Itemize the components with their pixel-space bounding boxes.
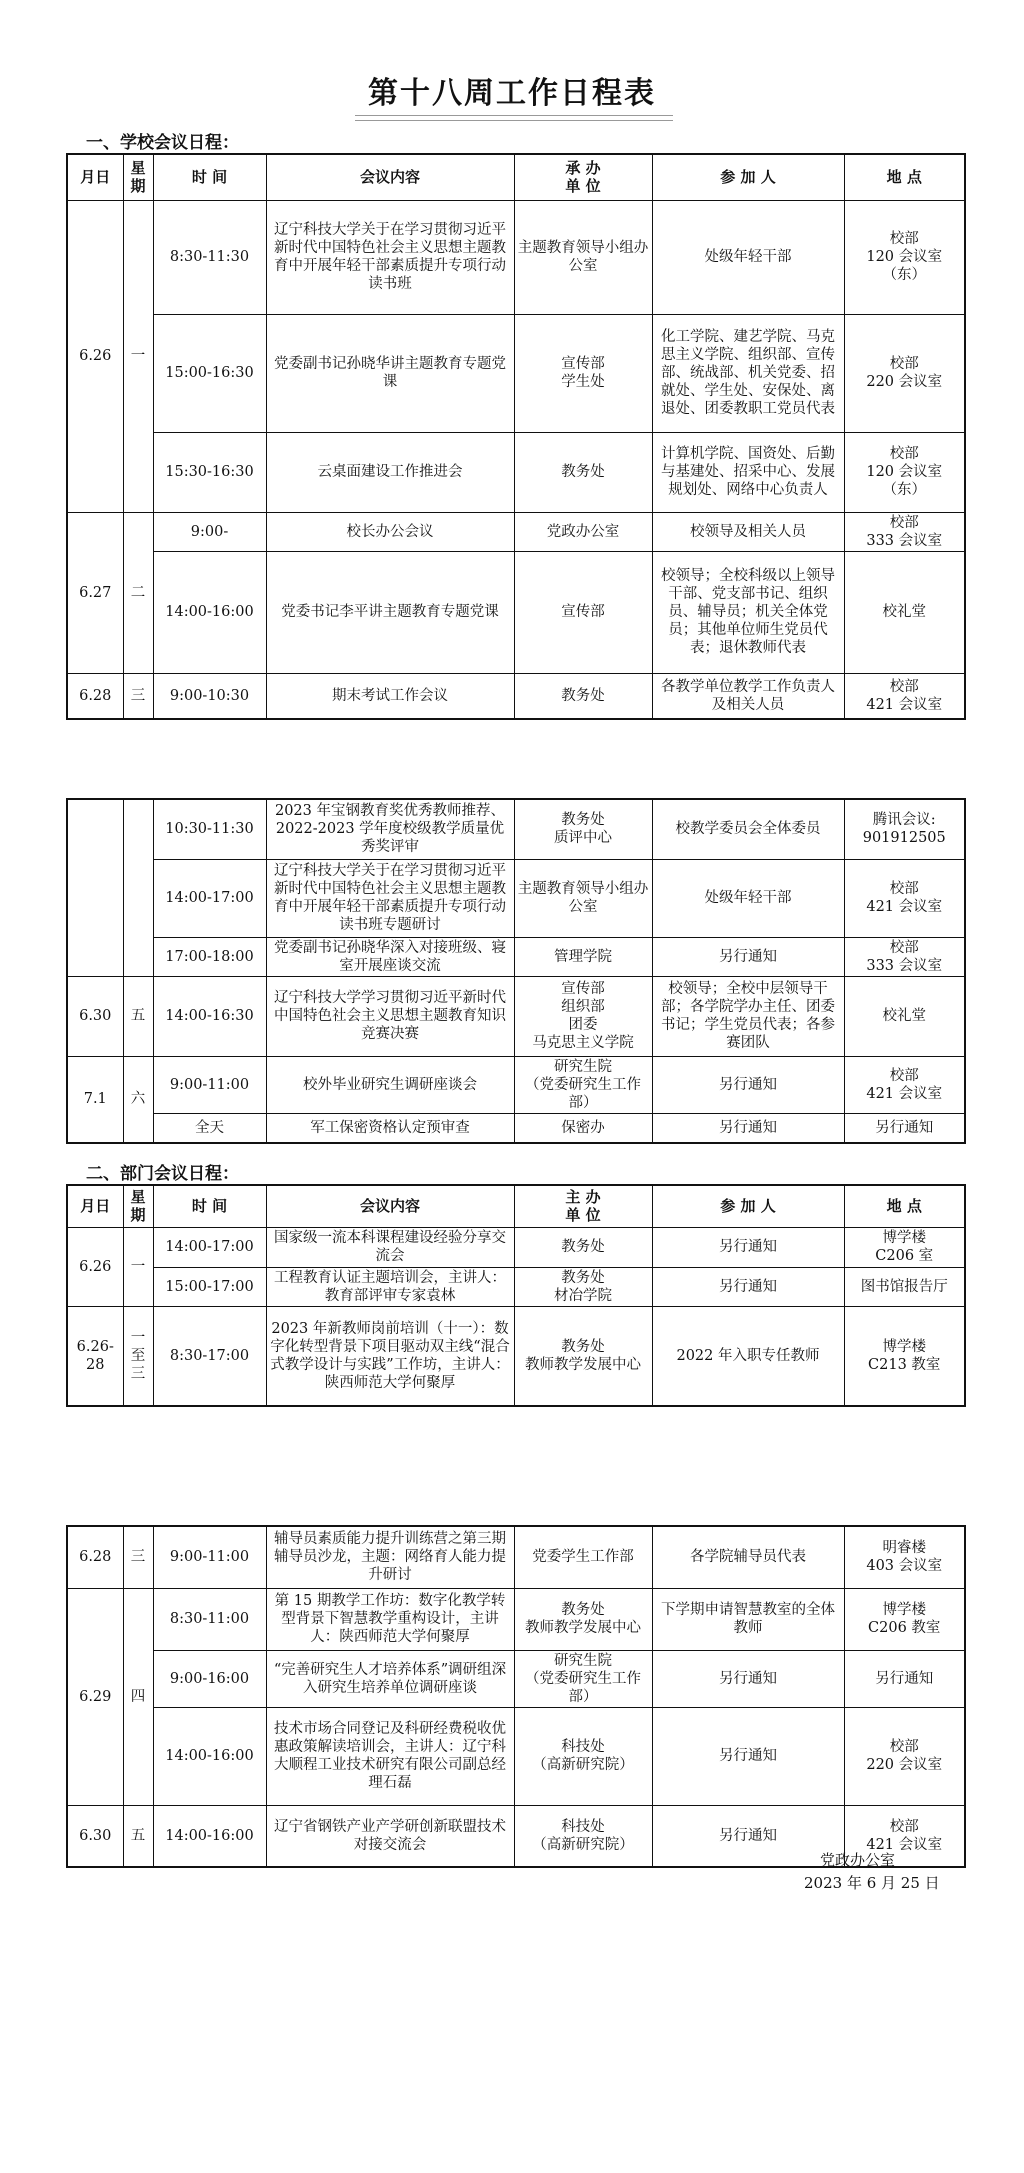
- place-cell: 校部 220 会议室: [844, 1707, 965, 1805]
- org-cell: 党委学生工作部: [514, 1526, 652, 1588]
- attendees-cell: 校领导；全校科级以上领导干部、党支部书记、组织员、辅导员；机关全体党员；其他单位师生党员代表；退休教师代表: [652, 551, 844, 673]
- attendees-cell: 处级年轻干部: [652, 859, 844, 937]
- time-cell: 14:00-16:00: [153, 1707, 266, 1805]
- place-cell: 另行通知: [844, 1650, 965, 1707]
- org-cell: 科技处 （高新研究院）: [514, 1805, 652, 1867]
- attendees-cell: 另行通知: [652, 937, 844, 976]
- header-attendees: 参 加 人: [652, 154, 844, 200]
- content-cell: 党委副书记孙晓华讲主题教育专题党课: [266, 314, 514, 432]
- weekday-cell: 四: [123, 1588, 153, 1805]
- attendees-cell: 化工学院、建艺学院、马克思主义学院、组织部、宣传部、统战部、机关党委、招就处、学生处、安保处、离退处、团委教职工党员代表: [652, 314, 844, 432]
- content-cell: 第 15 期教学工作坊：数字化教学转型背景下智慧教学重构设计，主讲人：陕西师范大学何聚厚: [266, 1588, 514, 1650]
- dept-meeting-table: [66, 1184, 966, 1407]
- place-cell: 博学楼 C206 室: [844, 1227, 965, 1267]
- org-cell: 主题教育领导小组办公室: [514, 200, 652, 314]
- attendees-cell: 校领导；全校中层领导干部；各学院学办主任、团委书记；学生党员代表；各参赛团队: [652, 976, 844, 1056]
- content-cell: 工程教育认证主题培训会，主讲人：教育部评审专家袁林: [266, 1267, 514, 1306]
- content-cell: 技术市场合同登记及科研经费税收优惠政策解读培训会，主讲人：辽宁科大顺程工业技术研究有限公司副总经理石磊: [266, 1707, 514, 1805]
- header-org: 承 办 单 位: [514, 154, 652, 200]
- time-cell: 14:00-16:00: [153, 551, 266, 673]
- weekday-cell: 一: [123, 200, 153, 512]
- table-row: [67, 1707, 965, 1805]
- org-cell: 研究生院 （党委研究生工作部）: [514, 1650, 652, 1707]
- place-cell: 校礼堂: [844, 976, 965, 1056]
- date-cell: 6.30: [67, 976, 123, 1056]
- footer-office: 党政办公室: [820, 1851, 896, 1869]
- attendees-cell: 另行通知: [652, 1113, 844, 1143]
- content-cell: 2023 年新教师岗前培训（十一）：数字化转型背景下项目驱动双主线“混合式教学设计与实践”工作坊，主讲人：陕西师范大学何聚厚: [266, 1306, 514, 1406]
- school-meeting-table: [66, 153, 966, 720]
- time-cell: 9:00-10:30: [153, 673, 266, 719]
- content-cell: 云桌面建设工作推进会: [266, 432, 514, 512]
- content-cell: 校外毕业研究生调研座谈会: [266, 1056, 514, 1113]
- header-time: 时 间: [153, 1185, 266, 1227]
- weekday-cell: 二: [123, 512, 153, 673]
- org-cell: 教务处: [514, 1227, 652, 1267]
- date-cell: [67, 799, 123, 976]
- time-cell: 15:30-16:30: [153, 432, 266, 512]
- date-cell: 6.27: [67, 512, 123, 673]
- place-cell: 校部 421 会议室: [844, 1056, 965, 1113]
- place-cell: 校部 120 会议室 （东）: [844, 432, 965, 512]
- footer-date: 2023 年 6 月 25 日: [804, 1874, 940, 1892]
- attendees-cell: 另行通知: [652, 1805, 844, 1867]
- place-cell: 腾讯会议: 901912505: [844, 799, 965, 859]
- org-cell: 教务处 材冶学院: [514, 1267, 652, 1306]
- content-cell: 党委副书记孙晓华深入对接班级、寝室开展座谈交流: [266, 937, 514, 976]
- time-cell: 8:30-11:00: [153, 1588, 266, 1650]
- header-weekday: 星期: [123, 154, 153, 200]
- header-date: 月日: [67, 154, 123, 200]
- content-cell: 军工保密资格认定预审查: [266, 1113, 514, 1143]
- time-cell: 14:00-16:00: [153, 1805, 266, 1867]
- attendees-cell: 计算机学院、国资处、后勤与基建处、招采中心、发展规划处、网络中心负责人: [652, 432, 844, 512]
- attendees-cell: 另行通知: [652, 1650, 844, 1707]
- table-row: [67, 859, 965, 937]
- org-cell: 宣传部 学生处: [514, 314, 652, 432]
- table-row: [67, 1227, 965, 1267]
- weekday-cell: 一: [123, 1227, 153, 1306]
- table-row: [67, 1113, 965, 1143]
- time-cell: 9:00-11:00: [153, 1526, 266, 1588]
- content-cell: “完善研究生人才培养体系”调研组深入研究生培养单位调研座谈: [266, 1650, 514, 1707]
- school-meeting-table-continued: [66, 798, 966, 1144]
- date-cell: 6.30: [67, 1805, 123, 1867]
- dept-meeting-table-continued: [66, 1525, 966, 1868]
- time-cell: 15:00-16:30: [153, 314, 266, 432]
- attendees-cell: 处级年轻干部: [652, 200, 844, 314]
- header-weekday: 星期: [123, 1185, 153, 1227]
- attendees-cell: 2022 年入职专任教师: [652, 1306, 844, 1406]
- attendees-cell: 另行通知: [652, 1267, 844, 1306]
- content-cell: 2023 年宝钢教育奖优秀教师推荐、2022-2023 学年度校级教学质量优秀奖评审: [266, 799, 514, 859]
- date-cell: 6.26: [67, 1227, 123, 1306]
- org-cell: 研究生院 （党委研究生工作部）: [514, 1056, 652, 1113]
- time-cell: 14:00-17:00: [153, 859, 266, 937]
- time-cell: 8:30-11:30: [153, 200, 266, 314]
- org-cell: 宣传部: [514, 551, 652, 673]
- attendees-cell: 各学院辅导员代表: [652, 1526, 844, 1588]
- weekday-cell: 一 至 三: [123, 1306, 153, 1406]
- attendees-cell: 校领导及相关人员: [652, 512, 844, 551]
- org-cell: 党政办公室: [514, 512, 652, 551]
- org-cell: 教务处 教师教学发展中心: [514, 1588, 652, 1650]
- table-row: [67, 1650, 965, 1707]
- table-row: [67, 673, 965, 719]
- place-cell: 校部 333 会议室: [844, 512, 965, 551]
- place-cell: 博学楼 C206 教室: [844, 1588, 965, 1650]
- place-cell: 校部 120 会议室 （东）: [844, 200, 965, 314]
- header-time: 时 间: [153, 154, 266, 200]
- table-row: [67, 1526, 965, 1588]
- attendees-cell: 下学期申请智慧教室的全体教师: [652, 1588, 844, 1650]
- place-cell: 另行通知: [844, 1113, 965, 1143]
- section-school-title: 一、学校会议日程：: [86, 133, 239, 153]
- date-cell: 6.28: [67, 673, 123, 719]
- place-cell: 校部 421 会议室: [844, 859, 965, 937]
- table-row: [67, 937, 965, 976]
- content-cell: 期末考试工作会议: [266, 673, 514, 719]
- time-cell: 9:00-16:00: [153, 1650, 266, 1707]
- table-header-row: [67, 1185, 965, 1227]
- org-cell: 保密办: [514, 1113, 652, 1143]
- org-cell: 教务处: [514, 673, 652, 719]
- header-org: 主 办 单 位: [514, 1185, 652, 1227]
- place-cell: 校部 421 会议室: [844, 673, 965, 719]
- org-cell: 教务处 教师教学发展中心: [514, 1306, 652, 1406]
- date-cell: 6.29: [67, 1588, 123, 1805]
- table-row: [67, 1588, 965, 1650]
- content-cell: 辅导员素质能力提升训练营之第三期辅导员沙龙，主题：网络育人能力提升研讨: [266, 1526, 514, 1588]
- header-content: 会议内容: [266, 154, 514, 200]
- table-header-row: [67, 154, 965, 200]
- content-cell: 党委书记李平讲主题教育专题党课: [266, 551, 514, 673]
- time-cell: 9:00-: [153, 512, 266, 551]
- content-cell: 国家级一流本科课程建设经验分享交流会: [266, 1227, 514, 1267]
- content-cell: 辽宁省钢铁产业产学研创新联盟技术对接交流会: [266, 1805, 514, 1867]
- place-cell: 校礼堂: [844, 551, 965, 673]
- attendees-cell: 另行通知: [652, 1227, 844, 1267]
- attendees-cell: 各教学单位教学工作负责人及相关人员: [652, 673, 844, 719]
- place-cell: 明睿楼 403 会议室: [844, 1526, 965, 1588]
- attendees-cell: 另行通知: [652, 1707, 844, 1805]
- place-cell: 校部 220 会议室: [844, 314, 965, 432]
- date-cell: 6.26- 28: [67, 1306, 123, 1406]
- time-cell: 14:00-16:30: [153, 976, 266, 1056]
- weekday-cell: [123, 799, 153, 976]
- header-content: 会议内容: [266, 1185, 514, 1227]
- content-cell: 辽宁科技大学关于在学习贯彻习近平新时代中国特色社会主义思想主题教育中开展年轻干部素质提升专项行动读书班: [266, 200, 514, 314]
- time-cell: 全天: [153, 1113, 266, 1143]
- date-cell: 6.26: [67, 200, 123, 512]
- header-attendees: 参 加 人: [652, 1185, 844, 1227]
- org-cell: 教务处: [514, 432, 652, 512]
- time-cell: 9:00-11:00: [153, 1056, 266, 1113]
- weekday-cell: 五: [123, 976, 153, 1056]
- page-title: 第十八周工作日程表: [368, 76, 656, 111]
- time-cell: 8:30-17:00: [153, 1306, 266, 1406]
- table-row: [67, 200, 965, 314]
- date-cell: 6.28: [67, 1526, 123, 1588]
- attendees-cell: 另行通知: [652, 1056, 844, 1113]
- time-cell: 17:00-18:00: [153, 937, 266, 976]
- org-cell: 教务处 质评中心: [514, 799, 652, 859]
- place-cell: 校部 421 会议室: [844, 1805, 965, 1867]
- table-row: [67, 551, 965, 673]
- table-row: [67, 799, 965, 859]
- weekday-cell: 六: [123, 1056, 153, 1143]
- weekday-cell: 三: [123, 673, 153, 719]
- attendees-cell: 校教学委员会全体委员: [652, 799, 844, 859]
- table-row: [67, 1267, 965, 1306]
- org-cell: 科技处 （高新研究院）: [514, 1707, 652, 1805]
- weekday-cell: 三: [123, 1526, 153, 1588]
- place-cell: 博学楼 C213 教室: [844, 1306, 965, 1406]
- header-date: 月日: [67, 1185, 123, 1227]
- weekday-cell: 五: [123, 1805, 153, 1867]
- content-cell: 校长办公会议: [266, 512, 514, 551]
- section-dept-title: 二、部门会议日程：: [86, 1164, 239, 1184]
- date-cell: 7.1: [67, 1056, 123, 1143]
- org-cell: 管理学院: [514, 937, 652, 976]
- table-row: [67, 976, 965, 1056]
- place-cell: 校部 333 会议室: [844, 937, 965, 976]
- content-cell: 辽宁科技大学关于在学习贯彻习近平新时代中国特色社会主义思想主题教育中开展年轻干部素质提升专项行动读书班专题研讨: [266, 859, 514, 937]
- table-row: [67, 1306, 965, 1406]
- org-cell: 宣传部 组织部 团委 马克思主义学院: [514, 976, 652, 1056]
- header-place: 地 点: [844, 1185, 965, 1227]
- table-row: [67, 432, 965, 512]
- table-row: [67, 314, 965, 432]
- header-place: 地 点: [844, 154, 965, 200]
- title-underline: [355, 115, 673, 121]
- table-row: [67, 1056, 965, 1113]
- place-cell: 图书馆报告厅: [844, 1267, 965, 1306]
- content-cell: 辽宁科技大学学习贯彻习近平新时代中国特色社会主义思想主题教育知识竞赛决赛: [266, 976, 514, 1056]
- time-cell: 10:30-11:30: [153, 799, 266, 859]
- time-cell: 14:00-17:00: [153, 1227, 266, 1267]
- org-cell: 主题教育领导小组办公室: [514, 859, 652, 937]
- table-row: [67, 512, 965, 551]
- time-cell: 15:00-17:00: [153, 1267, 266, 1306]
